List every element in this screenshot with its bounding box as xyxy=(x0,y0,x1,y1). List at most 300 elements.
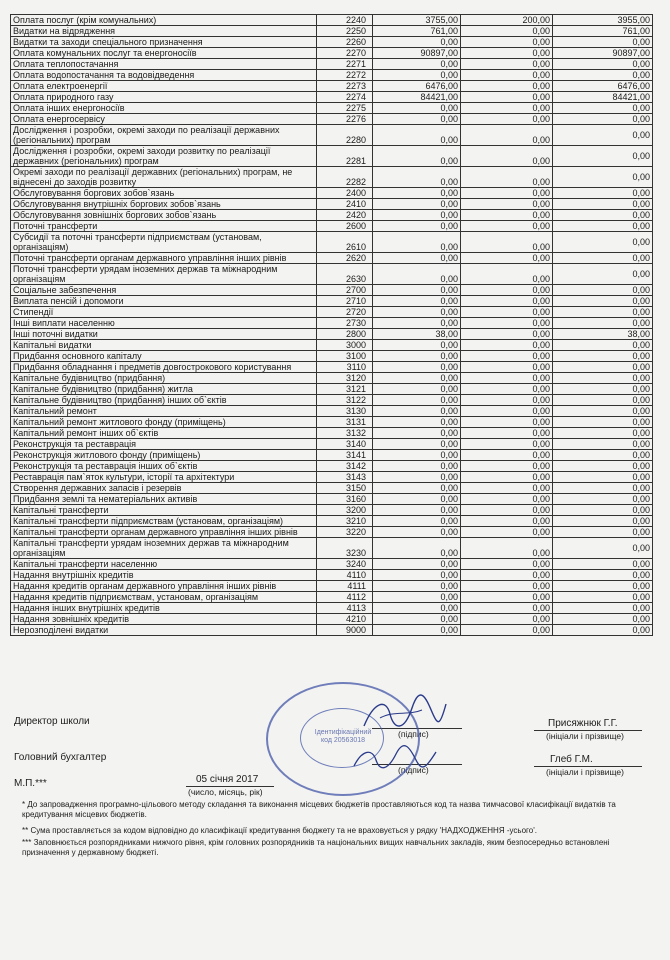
row-value-2: 0,00 xyxy=(461,373,553,384)
row-value-1: 0,00 xyxy=(373,625,461,636)
row-value-total: 0,00 xyxy=(553,199,653,210)
row-value-total: 0,00 xyxy=(553,505,653,516)
table-row xyxy=(11,625,653,636)
row-value-2: 0,00 xyxy=(461,362,553,373)
row-name: Оплата енергосервісу xyxy=(11,114,317,125)
row-code: 2282 xyxy=(317,167,373,188)
row-value-total: 84421,00 xyxy=(553,92,653,103)
row-name: Придбання землі та нематеріальних активів xyxy=(11,494,317,505)
row-name: Стипендії xyxy=(11,307,317,318)
row-name: Видатки на відрядження xyxy=(11,26,317,37)
row-name: Реставрація пам`яток культури, історії та архітектури xyxy=(11,472,317,483)
row-name: Капітальний ремонт xyxy=(11,406,317,417)
table-row xyxy=(11,318,653,329)
row-code: 3100 xyxy=(317,351,373,362)
row-value-total: 0,00 xyxy=(553,559,653,570)
row-name: Капітальні трансферти населенню xyxy=(11,559,317,570)
row-value-2: 0,00 xyxy=(461,417,553,428)
row-name: Капітальне будівництво (придбання) житла xyxy=(11,384,317,395)
row-name: Оплата теплопостачання xyxy=(11,59,317,70)
row-code: 2274 xyxy=(317,92,373,103)
row-value-1: 0,00 xyxy=(373,264,461,285)
row-value-1: 0,00 xyxy=(373,221,461,232)
row-name: Обслуговування боргових зобов`язань xyxy=(11,188,317,199)
row-value-total: 0,00 xyxy=(553,362,653,373)
row-name: Оплата інших енергоносіїв xyxy=(11,103,317,114)
table-row xyxy=(11,395,653,406)
row-code: 4110 xyxy=(317,570,373,581)
row-value-total: 0,00 xyxy=(553,146,653,167)
row-value-2: 0,00 xyxy=(461,329,553,340)
row-value-2: 0,00 xyxy=(461,199,553,210)
row-value-total: 0,00 xyxy=(553,103,653,114)
table-row xyxy=(11,114,653,125)
row-name: Оплата електроенергії xyxy=(11,81,317,92)
row-value-total: 0,00 xyxy=(553,439,653,450)
row-value-1: 3755,00 xyxy=(373,15,461,26)
row-value-total: 0,00 xyxy=(553,264,653,285)
row-code: 2281 xyxy=(317,146,373,167)
table-row xyxy=(11,461,653,472)
table-row xyxy=(11,26,653,37)
table-row xyxy=(11,199,653,210)
row-code: 2275 xyxy=(317,103,373,114)
row-value-total: 0,00 xyxy=(553,114,653,125)
row-name: Субсидії та поточні трансферти підприємствам (установам, організаціям) xyxy=(11,232,317,253)
row-value-1: 0,00 xyxy=(373,592,461,603)
row-name: Соціальне забезпечення xyxy=(11,285,317,296)
row-value-total: 0,00 xyxy=(553,296,653,307)
row-name: Виплата пенсій і допомоги xyxy=(11,296,317,307)
row-value-2: 0,00 xyxy=(461,483,553,494)
row-value-1: 0,00 xyxy=(373,253,461,264)
stamp-code-label: Ідентифікаційний xyxy=(314,729,372,736)
row-name: Інші поточні видатки xyxy=(11,329,317,340)
row-code: 3150 xyxy=(317,483,373,494)
row-value-1: 761,00 xyxy=(373,26,461,37)
row-value-total: 0,00 xyxy=(553,461,653,472)
table-row xyxy=(11,264,653,285)
table-row xyxy=(11,417,653,428)
row-value-2: 0,00 xyxy=(461,221,553,232)
director-signature-scribble xyxy=(360,692,450,736)
row-name: Оплата послуг (крім комунальних) xyxy=(11,15,317,26)
row-code: 2271 xyxy=(317,59,373,70)
row-name: Інші виплати населенню xyxy=(11,318,317,329)
row-name: Капітальні видатки xyxy=(11,340,317,351)
row-value-1: 6476,00 xyxy=(373,81,461,92)
row-value-total: 0,00 xyxy=(553,516,653,527)
row-value-2: 0,00 xyxy=(461,472,553,483)
row-value-total: 3955,00 xyxy=(553,15,653,26)
table-row xyxy=(11,559,653,570)
row-value-total: 0,00 xyxy=(553,125,653,146)
table-row xyxy=(11,516,653,527)
row-value-1: 0,00 xyxy=(373,340,461,351)
row-code: 4111 xyxy=(317,581,373,592)
row-code: 2280 xyxy=(317,125,373,146)
row-value-total: 0,00 xyxy=(553,373,653,384)
row-value-1: 0,00 xyxy=(373,296,461,307)
row-name: Реконструкція та реставрація xyxy=(11,439,317,450)
row-value-2: 0,00 xyxy=(461,450,553,461)
row-code: 2272 xyxy=(317,70,373,81)
table-row xyxy=(11,59,653,70)
row-code: 3140 xyxy=(317,439,373,450)
row-name: Оплата комунальних послуг та енергоносіїв xyxy=(11,48,317,59)
row-value-1: 0,00 xyxy=(373,146,461,167)
row-value-2: 0,00 xyxy=(461,559,553,570)
row-value-1: 84421,00 xyxy=(373,92,461,103)
row-value-2: 0,00 xyxy=(461,103,553,114)
row-value-2: 0,00 xyxy=(461,505,553,516)
table-row xyxy=(11,351,653,362)
row-value-1: 0,00 xyxy=(373,114,461,125)
row-value-2: 0,00 xyxy=(461,614,553,625)
table-row xyxy=(11,232,653,253)
row-code: 9000 xyxy=(317,625,373,636)
row-value-2: 0,00 xyxy=(461,81,553,92)
row-value-total: 0,00 xyxy=(553,603,653,614)
row-value-1: 0,00 xyxy=(373,167,461,188)
row-value-1: 0,00 xyxy=(373,125,461,146)
row-value-total: 0,00 xyxy=(553,395,653,406)
row-value-total: 0,00 xyxy=(553,307,653,318)
row-code: 3131 xyxy=(317,417,373,428)
row-name: Реконструкція та реставрація інших об`єктів xyxy=(11,461,317,472)
row-code: 3110 xyxy=(317,362,373,373)
row-value-1: 0,00 xyxy=(373,450,461,461)
table-row xyxy=(11,125,653,146)
row-value-1: 0,00 xyxy=(373,199,461,210)
row-name: Капітальне будівництво (придбання) xyxy=(11,373,317,384)
row-code: 3200 xyxy=(317,505,373,516)
footnote-2: ** Сума проставляється за кодом відповідно до класифікації кредитування бюджету та не враховується у рядку 'НАДХОДЖЕННЯ -усього'. xyxy=(22,826,537,835)
row-name: Створення державних запасів і резервів xyxy=(11,483,317,494)
row-value-1: 0,00 xyxy=(373,103,461,114)
row-value-2: 0,00 xyxy=(461,318,553,329)
row-code: 3132 xyxy=(317,428,373,439)
row-value-1: 0,00 xyxy=(373,570,461,581)
row-value-total: 0,00 xyxy=(553,472,653,483)
row-code: 2700 xyxy=(317,285,373,296)
row-value-2: 0,00 xyxy=(461,494,553,505)
table-row xyxy=(11,81,653,92)
row-value-2: 0,00 xyxy=(461,395,553,406)
row-value-total: 0,00 xyxy=(553,384,653,395)
row-value-total: 0,00 xyxy=(553,450,653,461)
row-name: Оплата природного газу xyxy=(11,92,317,103)
table-row xyxy=(11,603,653,614)
row-code: 2240 xyxy=(317,15,373,26)
row-value-1: 0,00 xyxy=(373,188,461,199)
row-value-1: 0,00 xyxy=(373,395,461,406)
row-value-total: 90897,00 xyxy=(553,48,653,59)
table-row xyxy=(11,48,653,59)
row-value-1: 0,00 xyxy=(373,59,461,70)
row-value-2: 0,00 xyxy=(461,92,553,103)
row-code: 3220 xyxy=(317,527,373,538)
row-value-1: 0,00 xyxy=(373,614,461,625)
table-row xyxy=(11,362,653,373)
row-value-1: 0,00 xyxy=(373,603,461,614)
row-value-total: 0,00 xyxy=(553,210,653,221)
row-name: Поточні трансферти урядам іноземних держав та міжнародним організаціям xyxy=(11,264,317,285)
table-row xyxy=(11,253,653,264)
row-name: Видатки та заходи спеціального призначення xyxy=(11,37,317,48)
table-row xyxy=(11,188,653,199)
table-row xyxy=(11,92,653,103)
row-value-1: 0,00 xyxy=(373,384,461,395)
row-value-1: 0,00 xyxy=(373,362,461,373)
table-row xyxy=(11,15,653,26)
row-value-total: 0,00 xyxy=(553,340,653,351)
row-value-1: 0,00 xyxy=(373,417,461,428)
row-code: 4210 xyxy=(317,614,373,625)
row-value-total: 0,00 xyxy=(553,428,653,439)
table-row xyxy=(11,428,653,439)
row-value-2: 0,00 xyxy=(461,461,553,472)
row-code: 3121 xyxy=(317,384,373,395)
row-value-2: 0,00 xyxy=(461,114,553,125)
row-value-2: 0,00 xyxy=(461,384,553,395)
footnote-3: *** Заповнюється розпорядниками нижчого рівня, крім головних розпорядників та національних вищих навчальних закладів, яким безпосередньо встановлені призначення у державному бюджеті. xyxy=(22,838,610,857)
row-name: Надання інших внутрішніх кредитів xyxy=(11,603,317,614)
row-name: Капітальний ремонт житлового фонду (приміщень) xyxy=(11,417,317,428)
row-value-2: 0,00 xyxy=(461,253,553,264)
table-row xyxy=(11,340,653,351)
row-value-1: 0,00 xyxy=(373,581,461,592)
row-value-2: 200,00 xyxy=(461,15,553,26)
row-value-total: 0,00 xyxy=(553,417,653,428)
row-value-2: 0,00 xyxy=(461,285,553,296)
row-value-total: 0,00 xyxy=(553,406,653,417)
row-code: 2620 xyxy=(317,253,373,264)
table-row xyxy=(11,329,653,340)
table-row xyxy=(11,285,653,296)
row-value-1: 0,00 xyxy=(373,439,461,450)
row-name: Капітальні трансферти підприємствам (установам, організаціям) xyxy=(11,516,317,527)
row-code: 2420 xyxy=(317,210,373,221)
row-code: 4112 xyxy=(317,592,373,603)
row-value-2: 0,00 xyxy=(461,516,553,527)
table-row xyxy=(11,494,653,505)
row-value-2: 0,00 xyxy=(461,538,553,559)
row-value-1: 0,00 xyxy=(373,516,461,527)
row-value-1: 0,00 xyxy=(373,461,461,472)
director-label: Директор школи xyxy=(14,716,90,727)
row-name: Обслуговування внутрішніх боргових зобов`язань xyxy=(11,199,317,210)
row-code: 3210 xyxy=(317,516,373,527)
row-value-1: 0,00 xyxy=(373,37,461,48)
row-code: 3122 xyxy=(317,395,373,406)
director-name: Присяжнюк Г.Г. xyxy=(548,718,618,729)
row-value-2: 0,00 xyxy=(461,232,553,253)
row-code: 3230 xyxy=(317,538,373,559)
row-value-2: 0,00 xyxy=(461,527,553,538)
row-code: 3142 xyxy=(317,461,373,472)
row-value-2: 0,00 xyxy=(461,307,553,318)
row-value-total: 0,00 xyxy=(553,167,653,188)
row-code: 2600 xyxy=(317,221,373,232)
row-name: Реконструкція житлового фонду (приміщень) xyxy=(11,450,317,461)
row-code: 2270 xyxy=(317,48,373,59)
table-row xyxy=(11,439,653,450)
row-value-total: 0,00 xyxy=(553,570,653,581)
table-row xyxy=(11,614,653,625)
row-code: 3160 xyxy=(317,494,373,505)
row-code: 2400 xyxy=(317,188,373,199)
row-name: Капітальні трансферти xyxy=(11,505,317,516)
row-value-1: 38,00 xyxy=(373,329,461,340)
row-value-2: 0,00 xyxy=(461,603,553,614)
row-name: Капітальний ремонт інших об`єктів xyxy=(11,428,317,439)
row-value-total: 0,00 xyxy=(553,318,653,329)
row-value-2: 0,00 xyxy=(461,439,553,450)
table-row xyxy=(11,373,653,384)
row-value-1: 0,00 xyxy=(373,472,461,483)
row-value-2: 0,00 xyxy=(461,351,553,362)
row-value-2: 0,00 xyxy=(461,70,553,81)
row-name: Дослідження і розробки, окремі заходи розвитку по реалізації державних (регіональних) програм xyxy=(11,146,317,167)
row-value-total: 0,00 xyxy=(553,188,653,199)
mp-label: М.П.*** xyxy=(14,778,47,789)
accountant-label: Головний бухгалтер xyxy=(14,752,107,763)
table-row xyxy=(11,103,653,114)
table-row xyxy=(11,210,653,221)
row-name: Окремі заходи по реалізації державних (регіональних) програм, не віднесені до заходів розвитку xyxy=(11,167,317,188)
row-value-1: 0,00 xyxy=(373,483,461,494)
row-value-2: 0,00 xyxy=(461,592,553,603)
row-code: 3120 xyxy=(317,373,373,384)
table-row xyxy=(11,483,653,494)
table-row xyxy=(11,384,653,395)
row-code: 2610 xyxy=(317,232,373,253)
row-name: Надання зовнішніх кредитів xyxy=(11,614,317,625)
stamp-code-value: код 20563018 xyxy=(320,737,366,744)
row-name: Надання внутрішніх кредитів xyxy=(11,570,317,581)
accountant-initials-caption: (ініціали і прізвище) xyxy=(546,767,624,777)
row-value-2: 0,00 xyxy=(461,264,553,285)
row-value-2: 0,00 xyxy=(461,296,553,307)
date-caption: (число, місяць, рік) xyxy=(188,787,263,797)
row-value-2: 0,00 xyxy=(461,188,553,199)
row-value-2: 0,00 xyxy=(461,146,553,167)
row-code: 2630 xyxy=(317,264,373,285)
row-name: Придбання основного капіталу xyxy=(11,351,317,362)
row-value-1: 0,00 xyxy=(373,559,461,570)
row-code: 2410 xyxy=(317,199,373,210)
row-value-2: 0,00 xyxy=(461,210,553,221)
row-value-1: 0,00 xyxy=(373,70,461,81)
row-value-total: 0,00 xyxy=(553,538,653,559)
row-code: 3143 xyxy=(317,472,373,483)
row-code: 3240 xyxy=(317,559,373,570)
row-value-1: 0,00 xyxy=(373,210,461,221)
row-value-2: 0,00 xyxy=(461,625,553,636)
row-value-total: 0,00 xyxy=(553,527,653,538)
row-value-2: 0,00 xyxy=(461,125,553,146)
row-value-1: 0,00 xyxy=(373,307,461,318)
row-value-1: 0,00 xyxy=(373,318,461,329)
table-row xyxy=(11,570,653,581)
row-name: Капітальні трансферти урядам іноземних держав та міжнародним організаціям xyxy=(11,538,317,559)
report-date: 05 січня 2017 xyxy=(196,774,259,785)
row-name: Оплата водопостачання та водовідведення xyxy=(11,70,317,81)
row-code: 3141 xyxy=(317,450,373,461)
table-row xyxy=(11,406,653,417)
row-code: 2273 xyxy=(317,81,373,92)
row-value-2: 0,00 xyxy=(461,406,553,417)
row-value-2: 0,00 xyxy=(461,581,553,592)
table-row xyxy=(11,450,653,461)
row-code: 2720 xyxy=(317,307,373,318)
table-row xyxy=(11,146,653,167)
row-value-total: 0,00 xyxy=(553,232,653,253)
row-value-total: 0,00 xyxy=(553,614,653,625)
row-value-2: 0,00 xyxy=(461,570,553,581)
budget-report-sheet xyxy=(10,14,652,636)
row-value-2: 0,00 xyxy=(461,340,553,351)
table-row xyxy=(11,307,653,318)
row-value-1: 0,00 xyxy=(373,406,461,417)
row-value-total: 0,00 xyxy=(553,351,653,362)
accountant-signature-scribble xyxy=(350,744,440,774)
row-value-total: 0,00 xyxy=(553,625,653,636)
table-row xyxy=(11,538,653,559)
table-row xyxy=(11,527,653,538)
row-code: 2250 xyxy=(317,26,373,37)
row-value-1: 0,00 xyxy=(373,527,461,538)
row-value-1: 0,00 xyxy=(373,232,461,253)
row-value-1: 0,00 xyxy=(373,428,461,439)
row-name: Дослідження і розробки, окремі заходи по реалізації державних (регіональних) програм xyxy=(11,125,317,146)
expenditure-table xyxy=(10,14,653,636)
row-value-total: 0,00 xyxy=(553,285,653,296)
table-row xyxy=(11,221,653,232)
row-code: 2276 xyxy=(317,114,373,125)
accountant-name: Глеб Г.М. xyxy=(550,754,593,765)
row-name: Обслуговування зовнішніх боргових зобов`язань xyxy=(11,210,317,221)
row-value-1: 0,00 xyxy=(373,373,461,384)
row-value-total: 38,00 xyxy=(553,329,653,340)
row-code: 2800 xyxy=(317,329,373,340)
row-name: Поточні трансферти органам державного управління інших рівнів xyxy=(11,253,317,264)
row-value-total: 0,00 xyxy=(553,37,653,48)
accountant-signature-caption: (підпис) xyxy=(398,765,429,775)
row-value-total: 0,00 xyxy=(553,592,653,603)
row-code: 4113 xyxy=(317,603,373,614)
row-value-total: 0,00 xyxy=(553,581,653,592)
director-initials-caption: (ініціали і прізвище) xyxy=(546,731,624,741)
row-name: Придбання обладнання і предметів довгострокового користування xyxy=(11,362,317,373)
row-code: 3000 xyxy=(317,340,373,351)
row-code: 3130 xyxy=(317,406,373,417)
row-value-total: 761,00 xyxy=(553,26,653,37)
row-value-total: 0,00 xyxy=(553,70,653,81)
footnote-1: * До запровадження програмно-цільового методу складання та виконання місцевих бюджетів проставляються код та назва тимчасової класифікації видатків та кредитування місцевих бюджетів. xyxy=(22,800,616,819)
row-value-1: 0,00 xyxy=(373,505,461,516)
table-row xyxy=(11,592,653,603)
table-row xyxy=(11,70,653,81)
table-row xyxy=(11,296,653,307)
table-row xyxy=(11,472,653,483)
row-value-2: 0,00 xyxy=(461,37,553,48)
row-value-total: 0,00 xyxy=(553,494,653,505)
director-signature-caption: (підпис) xyxy=(398,729,429,739)
row-name: Надання кредитів підприємствам, установам, організаціям xyxy=(11,592,317,603)
row-name: Надання кредитів органам державного управління інших рівнів xyxy=(11,581,317,592)
